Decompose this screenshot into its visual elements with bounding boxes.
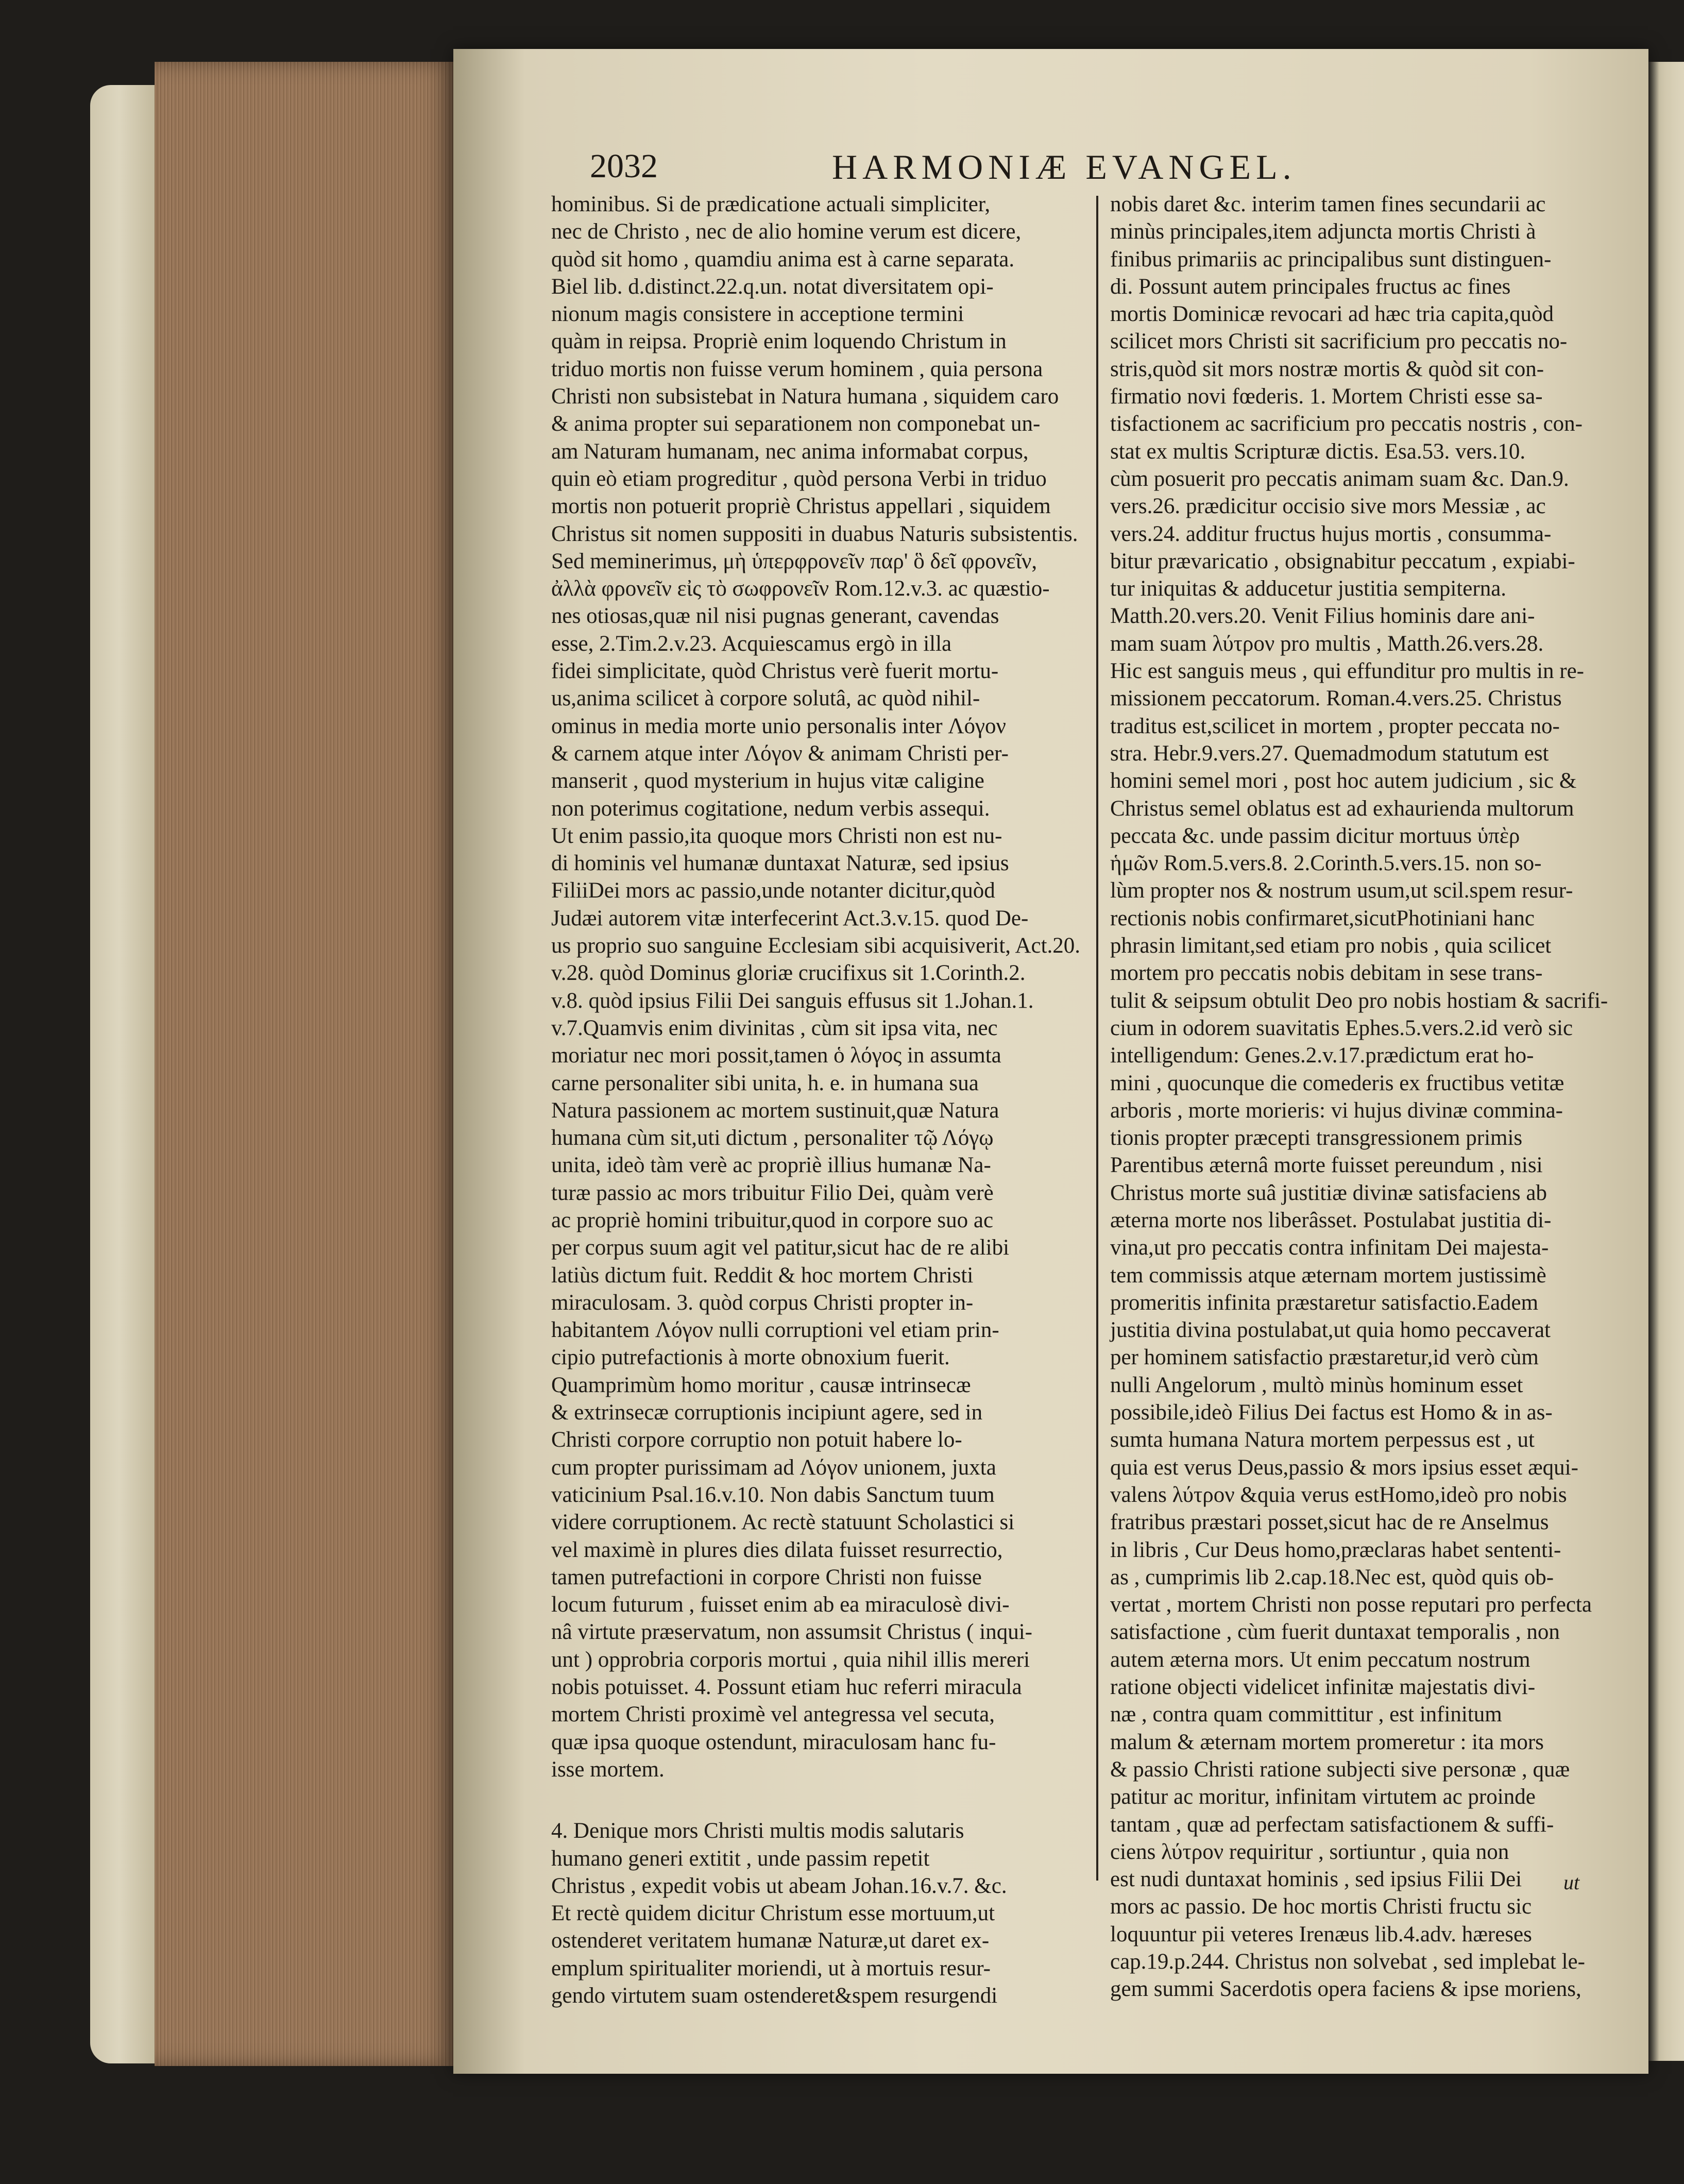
- text-line: non poterimus cogitatione, nedum verbis assequi.: [551, 796, 990, 821]
- text-line: nobis daret &c. interim tamen fines secundarii ac: [1110, 192, 1546, 216]
- text-line: tisfactionem ac sacrificium pro peccatis nostris , con-: [1110, 412, 1583, 436]
- text-line: scilicet mors Christi sit sacrificium pro peccatis no-: [1110, 329, 1568, 354]
- text-line: manserit , quod mysterium in hujus vitæ caligine: [551, 769, 984, 793]
- text-line: v.7.Quamvis enim divinitas , cùm sit ipsa vita, nec: [551, 1015, 998, 1040]
- text-line: satisfactione , cùm fuerit duntaxat temporalis , non: [1110, 1620, 1560, 1645]
- text-line: turæ passio ac mors tribuitur Filio Dei, quàm verè: [551, 1180, 994, 1205]
- text-line: mini , quocunque die comederis ex fructibus vetitæ: [1110, 1071, 1564, 1095]
- text-line: Natura passionem ac mortem sustinuit,quæ Natura: [551, 1098, 999, 1123]
- text-line: possibile,ideò Filius Dei factus est Homo & in as-: [1110, 1400, 1553, 1425]
- page-edges: [155, 62, 458, 2066]
- text-line: mam suam λύτρον pro multis , Matth.26.vers.28.: [1110, 631, 1544, 656]
- text-line: sumta humana Natura mortem perpessus est , ut: [1110, 1428, 1535, 1452]
- text-line: & carnem atque inter Λόγον & animam Christi per-: [551, 741, 1009, 766]
- text-line: stra. Hebr.9.vers.27. Quemadmodum statutum est: [1110, 741, 1549, 766]
- text-line: per hominem satisfactio præstaretur,id verò cùm: [1110, 1345, 1539, 1370]
- text-line: tionis propter præcepti transgressionem primis: [1110, 1126, 1523, 1150]
- running-title: HARMONIÆ EVANGEL.: [832, 147, 1297, 187]
- text-line: nes otiosas,quæ nil nisi pugnas generant, cavendas: [551, 604, 999, 629]
- facing-page-edge: [1648, 62, 1684, 2061]
- text-line: cipio putrefactionis à morte obnoxium fuerit.: [551, 1345, 950, 1370]
- text-line: phrasin limitant,sed etiam pro nobis , quia scilicet: [1110, 934, 1552, 958]
- text-line: [551, 1783, 1087, 1817]
- text-line: tur iniquitas & adducetur justitia sempiterna.: [1110, 577, 1507, 601]
- text-line: tulit & seipsum obtulit Deo pro nobis hostiam & sacrifi-: [1110, 988, 1608, 1013]
- text-line: nionum magis consistere in acceptione termini: [551, 302, 964, 327]
- text-line: mortem pro peccatis nobis debitam in sese trans-: [1110, 961, 1543, 986]
- text-line: traditus est,scilicet in mortem , propter peccata no-: [1110, 714, 1560, 738]
- text-line: Christi corpore corruptio non potuit habere lo-: [551, 1428, 962, 1452]
- text-line: fidei simplicitate, quòd Christus verè fuerit mortu-: [551, 659, 999, 684]
- text-line: v.8. quòd ipsius Filii Dei sanguis effusus sit 1.Johan.1.: [551, 988, 1034, 1013]
- text-line: intelligendum: Genes.2.v.17.prædictum erat ho-: [1110, 1043, 1534, 1068]
- page-number: 2032: [590, 147, 658, 185]
- text-line: Sed meminerimus, μὴ ὑπερφρονεῖν παρ' ὃ δεῖ φρονεῖν,: [551, 549, 1037, 573]
- text-line: cap.19.p.244. Christus non solvebat , sed implebat le-: [1110, 1950, 1585, 1974]
- text-line: nulli Angelorum , multò minùs hominum esset: [1110, 1373, 1523, 1397]
- text-line: tamen putrefactioni in corpore Christi non fuisse: [551, 1565, 982, 1589]
- text-line: quia est verus Deus,passio & mors ipsius esset æqui-: [1110, 1455, 1578, 1480]
- text-line: finibus primariis ac principalibus sunt distinguen-: [1110, 247, 1552, 272]
- text-line: est nudi duntaxat hominis , sed ipsius Filii Dei: [1110, 1867, 1522, 1892]
- text-line: in libris , Cur Deus homo,præclaras habet sententi-: [1110, 1537, 1561, 1562]
- column-divider: [1096, 196, 1098, 1881]
- text-line: Christus semel oblatus est ad exhaurienda multorum: [1110, 796, 1574, 821]
- text-line: fratribus præstari posset,sicut hac de re Anselmus: [1110, 1510, 1549, 1535]
- text-line: triduo mortis non fuisse verum hominem , quia persona: [551, 357, 1043, 381]
- text-line: malum & æternam mortem promeretur : ita mors: [1110, 1730, 1544, 1754]
- text-line: promeritis infinita præstaretur satisfactio.Eadem: [1110, 1290, 1539, 1315]
- text-line: am Naturam humanam, nec anima informabat corpus,: [551, 439, 1029, 464]
- text-line: tem commissis atque æternam mortem justissimè: [1110, 1263, 1546, 1288]
- text-line: autem æterna mors. Ut enim peccatum nostrum: [1110, 1647, 1530, 1672]
- text-line: unita, ideò tàm verè ac propriè illius humanæ Na-: [551, 1153, 991, 1178]
- text-line: quæ ipsa quoque ostendunt, miraculosam hanc fu-: [551, 1730, 996, 1754]
- text-line: quàm in reipsa. Propriè enim loquendo Christum in: [551, 329, 1007, 354]
- text-line: quòd sit homo , quamdiu anima est à carne separata.: [551, 247, 1015, 272]
- text-line: locum futurum , fuisset enim ab ea miraculosè divi-: [551, 1593, 1010, 1617]
- text-line: homini semel mori , post hoc autem judicium , sic &: [1110, 769, 1577, 793]
- text-line: as , cumprimis lib 2.cap.18.Nec est, quòd quis ob-: [1110, 1565, 1554, 1589]
- text-line: stat ex multis Scripturæ dictis. Esa.53. vers.10.: [1110, 439, 1526, 464]
- text-line: lùm propter nos & nostrum usum,ut scil.spem resur-: [1110, 878, 1573, 903]
- text-line: vaticinium Psal.16.v.10. Non dabis Sanctum tuum: [551, 1482, 995, 1507]
- text-line: miraculosam. 3. quòd corpus Christi propter in-: [551, 1290, 974, 1315]
- text-line: carne personaliter sibi unita, h. e. in humana sua: [551, 1071, 979, 1095]
- text-line: quin eò etiam progreditur , quòd persona Verbi in triduo: [551, 466, 1047, 491]
- text-line: per corpus suum agit vel patitur,sicut hac de re alibi: [551, 1235, 1010, 1260]
- text-line: æterna morte nos liberâsset. Postulabat justitia di-: [1110, 1208, 1552, 1232]
- text-line: cum propter purissimam ad Λόγον unionem, juxta: [551, 1455, 996, 1480]
- text-line: latiùs dictum fuit. Reddit & hoc mortem Christi: [551, 1263, 974, 1288]
- text-line: arboris , morte morieris: vi hujus divinæ commina-: [1110, 1098, 1563, 1123]
- left-column: [551, 191, 1087, 2009]
- text-line: mortem Christi proximè vel antegressa vel secuta,: [551, 1702, 995, 1727]
- text-line: us proprio suo sanguine Ecclesiam sibi acquisiverit, Act.20.: [551, 934, 1081, 958]
- text-line: Christus , expedit vobis ut abeam Johan.16.v.7. &c.: [551, 1873, 1007, 1898]
- text-line: mors ac passio. De hoc mortis Christi fructu sic: [1110, 1894, 1532, 1919]
- text-line: missionem peccatorum. Roman.4.vers.25. Christus: [1110, 686, 1562, 711]
- text-line: unt ) opprobria corporis mortui , quia nihil illis mereri: [551, 1647, 1030, 1672]
- text-line: vers.26. prædicitur occisio sive mors Messiæ , ac: [1110, 494, 1546, 519]
- text-line: ciens λύτρον requiritur , sortiuntur , quia non: [1110, 1839, 1509, 1864]
- text-line: gendo virtutem suam ostenderet&spem resurgendi: [551, 1984, 998, 2008]
- text-line: vertat , mortem Christi non posse reputari pro perfecta: [1110, 1593, 1592, 1617]
- text-line: cùm posuerit pro peccatis animam suam &c. Dan.9.: [1110, 466, 1569, 491]
- text-line: v.28. quòd Dominus gloriæ crucifixus sit 1.Corinth.2.: [551, 961, 1026, 986]
- text-line: ratione objecti videlicet infinitæ majestatis divi-: [1110, 1675, 1536, 1700]
- text-line: di. Possunt autem principales fructus ac fines: [1110, 274, 1511, 299]
- text-line: bitur prævaricatio , obsignabitur peccatum , expiabi-: [1110, 549, 1575, 573]
- text-line: di hominis vel humanæ duntaxat Naturæ, sed ipsius: [551, 851, 1009, 876]
- text-line: & extrinsecæ corruptionis incipiunt agere, sed in: [551, 1400, 983, 1425]
- text-line: cium in odorem suavitatis Ephes.5.vers.2.id verò sic: [1110, 1015, 1573, 1040]
- text-line: ac propriè homini tribuitur,quod in corpore suo ac: [551, 1208, 994, 1232]
- text-line: FiliiDei mors ac passio,unde notanter dicitur,quòd: [551, 878, 995, 903]
- text-line: 4. Denique mors Christi multis modis salutaris: [551, 1819, 964, 1843]
- text-line: nâ virtute præservatum, non assumsit Christus ( inqui-: [551, 1620, 1032, 1645]
- text-line: peccata &c. unde passim dicitur mortuus ὑπὲρ: [1110, 823, 1520, 848]
- text-line: justitia divina postulabat,ut quia homo peccaverat: [1110, 1318, 1551, 1343]
- text-line: vers.24. additur fructus hujus mortis , consumma-: [1110, 521, 1552, 546]
- text-line: & anima propter sui separationem non componebat un-: [551, 412, 1041, 436]
- text-line: hominibus. Si de prædicatione actuali simpliciter,: [551, 192, 991, 216]
- text-line: vina,ut pro peccatis contra infinitam Dei majesta-: [1110, 1235, 1549, 1260]
- text-line: habitantem Λόγον nulli corruptioni vel etiam prin-: [551, 1318, 999, 1343]
- text-line: Matth.20.vers.20. Venit Filius hominis dare ani-: [1110, 604, 1535, 629]
- text-line: mortis Dominicæ revocari ad hæc tria capita,quòd: [1110, 302, 1554, 327]
- text-line: loquuntur pii veteres Irenæus lib.4.adv. hæreses: [1110, 1922, 1532, 1946]
- text-line: Hic est sanguis meus , qui effunditur pro multis in re-: [1110, 659, 1584, 684]
- text-line: & passio Christi ratione subjecti sive personæ , quæ: [1110, 1757, 1570, 1782]
- text-line: ostenderet veritatem humanæ Naturæ,ut daret ex-: [551, 1928, 990, 1953]
- text-line: næ , contra quam committitur , est infinitum: [1110, 1702, 1502, 1727]
- text-line: videre corruptionem. Ac rectè statuunt Scholastici si: [551, 1510, 1015, 1535]
- text-line: mortis non potuerit propriè Christus appellari , siquidem: [551, 494, 1051, 519]
- right-column: [1110, 191, 1646, 2003]
- text-line: minùs principales,item adjuncta mortis Christi à: [1110, 219, 1536, 244]
- text-line: humano generi extitit , unde passim repetit: [551, 1846, 930, 1871]
- text-line: Christus sit nomen suppositi in duabus Naturis subsistentis.: [551, 521, 1078, 546]
- text-line: Et rectè quidem dicitur Christum esse mortuum,ut: [551, 1901, 995, 1926]
- text-line: esse, 2.Tim.2.v.23. Acquiescamus ergò in illa: [551, 631, 952, 656]
- text-line: valens λύτρον &quia verus estHomo,ideò pro nobis: [1110, 1482, 1567, 1507]
- text-line: gem summi Sacerdotis opera faciens & ipse moriens,: [1110, 1977, 1581, 2002]
- page-header: [590, 147, 1383, 193]
- text-line: ἀλλὰ φρονεῖν εἰς τὸ σωφρονεῖν Rom.12.v.3. ac quæstio-: [551, 577, 1050, 601]
- text-line: us,anima scilicet à corpore solutâ, ac quòd nihil-: [551, 686, 980, 711]
- text-line: nec de Christo , nec de alio homine verum est dicere,: [551, 219, 1022, 244]
- text-line: Ut enim passio,ita quoque mors Christi non est nu-: [551, 823, 1002, 848]
- text-line: Christi non subsistebat in Natura humana , siquidem caro: [551, 384, 1059, 409]
- book-cover: [90, 85, 162, 2063]
- text-line: humana cùm sit,uti dictum , personaliter τῷ Λόγῳ: [551, 1126, 994, 1150]
- text-line: emplum spiritualiter moriendi, ut à mortuis resur-: [551, 1956, 991, 1980]
- text-line: Christus morte suâ justitiæ divinæ satisfaciens ab: [1110, 1180, 1547, 1205]
- catchword: ut: [1563, 1871, 1580, 1894]
- text-line: rectionis nobis confirmaret,sicutPhotiniani hanc: [1110, 906, 1535, 930]
- text-line: moriatur nec mori possit,tamen ὁ λόγος in assumta: [551, 1043, 1001, 1068]
- text-line: vel maximè in plures dies dilata fuisset resurrectio,: [551, 1537, 1003, 1562]
- text-line: Judæi autorem vitæ interfecerint Act.3.v.15. quod De-: [551, 906, 1029, 930]
- text-line: tantam , quæ ad perfectam satisfactionem & suffi-: [1110, 1812, 1554, 1837]
- text-line: ἡμῶν Rom.5.vers.8. 2.Corinth.5.vers.15. non so-: [1110, 851, 1542, 876]
- text-line: Biel lib. d.distinct.22.q.un. notat diversitatem opi-: [551, 274, 994, 299]
- text-line: ominus in media morte unio personalis inter Λόγον: [551, 714, 1006, 738]
- text-line: Parentibus æternâ morte fuisset pereundum , nisi: [1110, 1153, 1543, 1178]
- text-line: stris,quòd sit mors nostræ mortis & quòd sit con-: [1110, 357, 1544, 381]
- text-line: patitur ac moritur, infinitam virtutem ac proinde: [1110, 1785, 1536, 1809]
- text-line: Quamprimùm homo moritur , causæ intrinsecæ: [551, 1373, 971, 1397]
- text-line: firmatio novi fœderis. 1. Mortem Christi esse sa-: [1110, 384, 1543, 409]
- text-line: nobis potuisset. 4. Possunt etiam huc referri miracula: [551, 1675, 1022, 1700]
- text-line: isse mortem.: [551, 1757, 665, 1782]
